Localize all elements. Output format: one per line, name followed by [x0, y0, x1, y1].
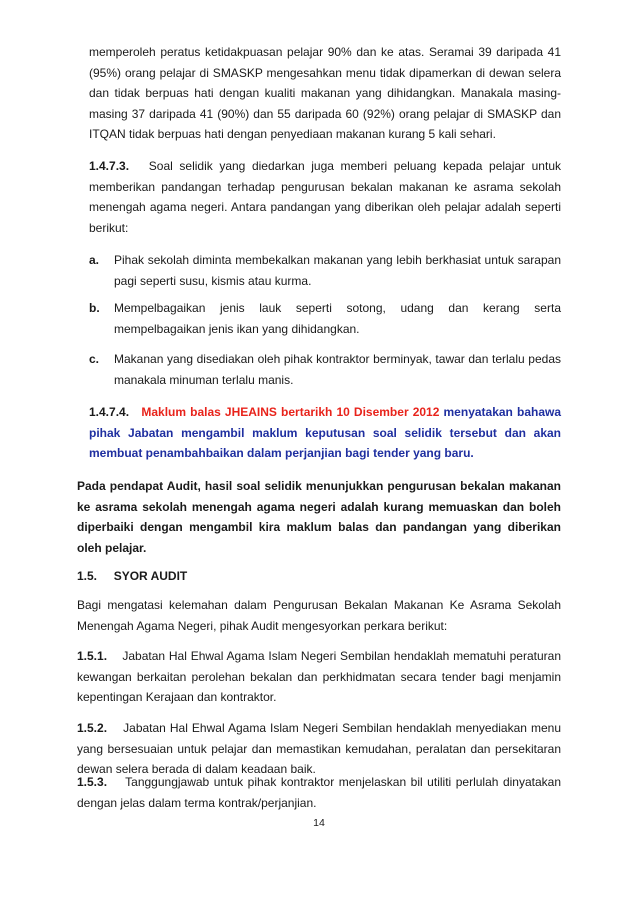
paragraph-1-4-7-3 [89, 156, 561, 238]
section-heading-number: 1.5. [77, 569, 98, 583]
list-item-c [89, 349, 561, 390]
section-number: 1.4.7.4. [89, 405, 130, 419]
intro-paragraph: memperoleh peratus ketidakpuasan pelajar 90% dan ke atas. Seramai 39 daripada 41 (95%) orang pelajar di SMASKP mengesahkan menu tidak dipamerkan di dewan selera dan tidak berpuas hati dengan kualiti makanan yang dihidangkan. Manakala masing-masing 37 daripada 41 (90%) dan 55 daripada 60 (92%) orang pelajar di SMASKP dan ITQAN tidak berpuas hati dengan penyediaan makanan kurang 5 kali sehari. [89, 45, 561, 141]
response-highlight-red: Maklum balas JHEAINS bertarikh 10 Disember 2012 [141, 405, 440, 419]
response-highlight-blue: menyatakan bahawa pihak Jabatan mengambil maklum keputusan soal selidik tersebut dan akan membuat penambahbaikan dalam perjanjian bagi tender yang baru. [89, 405, 561, 460]
list-text: Makanan yang disediakan oleh pihak kontraktor berminyak, tawar dan terlalu pedas manakala minuman terlalu manis. [114, 352, 561, 387]
recommendation-text: Jabatan Hal Ehwal Agama Islam Negeri Sembilan hendaklah mematuhi peraturan kewangan berkaitan perolehan bekalan dan perkhidmatan secara tender bagi menjamin kepentingan Kerajaan dan kontraktor. [77, 649, 562, 704]
paragraph-1-4-7-4 [89, 402, 561, 464]
list-item-a [89, 250, 561, 291]
list-label: a. [89, 253, 100, 267]
section-heading-title: SYOR AUDIT [113, 569, 188, 583]
audit-opinion: Pada pendapat Audit, hasil soal selidik menunjukkan pengurusan bekalan makanan ke asrama sekolah menengah agama negeri adalah kurang memuaskan dan boleh diperbaiki dengan mengambil kira maklum balas dan pandangan yang diberikan oleh pelajar. [77, 479, 561, 555]
syor-intro: Bagi mengatasi kelemahan dalam Pengurusan Bekalan Makanan Ke Asrama Sekolah Menengah Agama Negeri, pihak Audit mengesyorkan perkara berikut: [77, 598, 561, 633]
section-heading [77, 566, 561, 587]
recommendation-text: Jabatan Hal Ehwal Agama Islam Negeri Sembilan hendaklah menyediakan menu yang bersesuaian untuk pelajar dan memastikan kemudahan, peralatan dan persekitaran dewan selera berada di dalam keadaan baik. [77, 721, 561, 776]
recommendation-1-5-3 [77, 772, 561, 813]
list-item-b [89, 298, 561, 339]
section-number: 1.4.7.3. [89, 159, 130, 173]
page-number: 14 [313, 817, 325, 829]
recommendation-1-5-2 [77, 718, 561, 780]
list-label: c. [89, 352, 100, 366]
recommendation-text: Tanggungjawab untuk pihak kontraktor menjelaskan bil utiliti perlulah dinyatakan dengan jelas dalam terma kontrak/perjanjian. [77, 775, 561, 810]
recommendation-number: 1.5.1. [77, 649, 108, 663]
recommendation-number: 1.5.2. [77, 721, 108, 735]
list-text: Pihak sekolah diminta membekalkan makanan yang lebih berkhasiat untuk sarapan pagi seperti susu, kismis atau kurma. [114, 253, 561, 288]
list-text: Mempelbagaikan jenis lauk seperti sotong, udang dan kerang serta mempelbagaikan jenis ikan yang dihidangkan. [114, 301, 561, 336]
recommendation-number: 1.5.3. [77, 775, 108, 789]
paragraph-text: Soal selidik yang diedarkan juga memberi peluang kepada pelajar untuk memberikan pandangan terhadap pengurusan bekalan makanan ke asrama sekolah menengah agama negeri. Antara pandangan yang diberikan oleh pelajar adalah seperti berikut: [89, 159, 561, 235]
recommendation-1-5-1 [77, 646, 561, 708]
list-label: b. [89, 301, 100, 315]
